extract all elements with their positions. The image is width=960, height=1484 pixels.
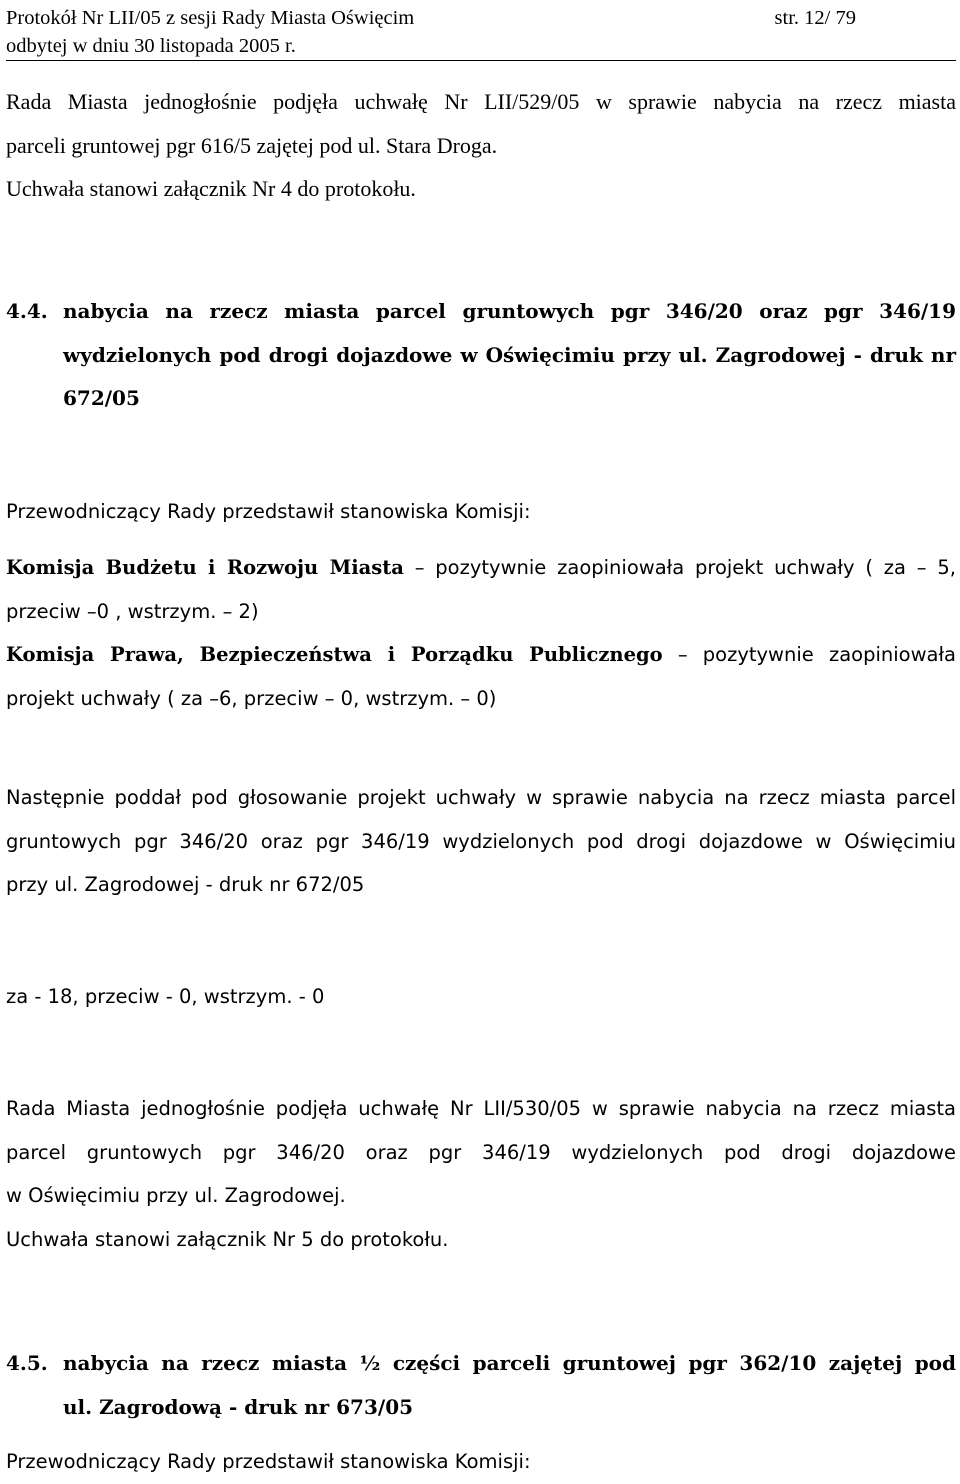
item-line: nabycia na rzecz miasta parcel gruntowych pgr 346/20 oraz pgr 346/19 — [63, 299, 956, 323]
committee-opinion-budget — [6, 546, 956, 633]
vote-result: za - 18, przeciw - 0, wstrzym. - 0 — [6, 985, 325, 1008]
agenda-item-4-5 — [6, 1342, 956, 1429]
item-line: wydzielonych pod drogi dojazdowe w Oświęcimiu przy ul. Zagrodowej - druk nr — [63, 342, 956, 367]
text-line: Następnie poddał pod głosowanie projekt uchwały w sprawie nabycia na rzecz miasta parcel — [6, 786, 956, 809]
opinion-text: – pozytywnie zaopiniowała — [662, 643, 956, 666]
opinion-votes: przeciw –0 , wstrzym. – 2) — [6, 599, 259, 623]
text-line: gruntowych pgr 346/20 oraz pgr 346/19 wydzielonych pod drogi dojazdowe w Oświęcimiu — [6, 829, 956, 853]
committee-opinion-law — [6, 633, 956, 720]
opinion-text: – pozytywnie zaopiniowała projekt uchwały ( za – 5, — [403, 556, 956, 579]
text-line: parcel gruntowych pgr 346/20 oraz pgr 346/19 wydzielonych pod drogi dojazdowe — [6, 1140, 956, 1164]
voting-paragraph — [6, 776, 956, 907]
resolution-paragraph-529 — [6, 80, 956, 211]
text-line: przy ul. Zagrodowej - druk nr 672/05 — [6, 873, 365, 896]
opinion-votes: projekt uchwały ( za –6, przeciw – 0, wstrzym. – 0) — [6, 686, 497, 710]
resolution-paragraph-530 — [6, 1087, 956, 1261]
item-line: ul. Zagrodową - druk nr 673/05 — [63, 1394, 414, 1419]
text-line: Rada Miasta jednogłośnie podjęła uchwałę Nr LII/530/05 w sprawie nabycia na rzecz miasta — [6, 1097, 956, 1120]
item-line: 672/05 — [63, 386, 140, 410]
committee-name: Komisja Prawa, Bezpieczeństwa i Porządku Publicznego — [6, 643, 663, 666]
chair-statement: Przewodniczący Rady przedstawił stanowiska Komisji: — [6, 500, 531, 523]
committee-name: Komisja Budżetu i Rozwoju Miasta — [6, 556, 404, 579]
annex-note-4: Uchwała stanowi załącznik Nr 4 do protokołu. — [6, 176, 416, 201]
annex-note-5: Uchwała stanowi załącznik Nr 5 do protokołu. — [6, 1227, 449, 1251]
header-title: Protokół Nr LII/05 z sesji Rady Miasta Oświęcim — [6, 7, 415, 29]
text-line: parceli gruntowej pgr 616/5 zajętej pod ul. Stara Droga. — [6, 132, 498, 158]
agenda-item-4-4 — [6, 290, 956, 421]
item-number: 4.5. — [6, 1351, 48, 1375]
chair-statement-2: Przewodniczący Rady przedstawił stanowiska Komisji: — [6, 1450, 531, 1473]
item-number: 4.4. — [6, 299, 48, 323]
item-line: nabycia na rzecz miasta ½ części parceli gruntowej pgr 362/10 zajętej pod — [63, 1351, 956, 1375]
header-date: odbytej w dniu 30 listopada 2005 r. — [6, 35, 296, 57]
page-number: str. 12/ 79 — [774, 7, 856, 29]
page-header — [6, 4, 956, 61]
text-line: Rada Miasta jednogłośnie podjęła uchwałę Nr LII/529/05 w sprawie nabycia na rzecz miasta — [6, 89, 956, 114]
text-line: w Oświęcimiu przy ul. Zagrodowej. — [6, 1184, 346, 1207]
